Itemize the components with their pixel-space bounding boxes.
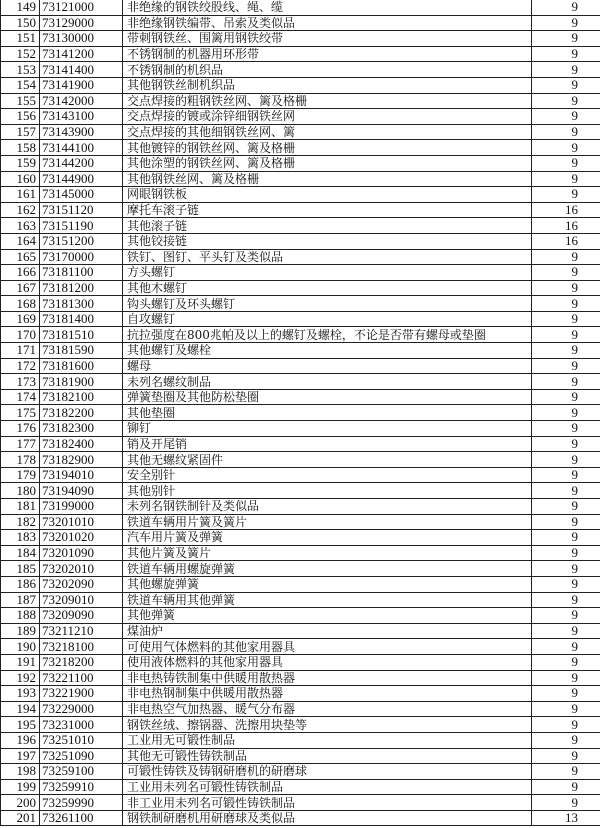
row-number: 155 [1,93,40,109]
table-row [1,514,600,530]
rate-value: 9 [532,701,600,717]
rate-value: 9 [532,467,600,483]
row-number: 159 [1,155,40,171]
table-row [1,530,600,546]
rate-value: 9 [532,343,600,359]
rate-value: 9 [532,46,600,62]
table-row [1,343,600,359]
row-number: 161 [1,187,40,203]
row-number: 170 [1,327,40,343]
item-description: 螺母 [123,358,532,374]
hs-code: 73170000 [40,249,123,265]
row-number: 185 [1,561,40,577]
item-description: 其他镀锌的钢铁丝网、篱及格栅 [123,140,532,156]
item-description: 其他无螺纹紧固件 [123,452,532,468]
row-number: 195 [1,717,40,733]
hs-code: 73151120 [40,202,123,218]
table-row [1,623,600,639]
row-number: 165 [1,249,40,265]
row-number: 201 [1,810,40,826]
item-description: 带刺钢铁丝、围篱用钢铁绞带 [123,31,532,47]
item-description: 其他别针 [123,483,532,499]
item-description: 铆钉 [123,421,532,437]
rate-value: 9 [532,576,600,592]
row-number: 196 [1,732,40,748]
row-number: 182 [1,514,40,530]
table-row [1,670,600,686]
rate-value: 9 [532,748,600,764]
rate-value: 16 [532,233,600,249]
hs-code: 73151200 [40,233,123,249]
item-description: 铁道车辆用螺旋弹簧 [123,561,532,577]
hs-code: 73182300 [40,421,123,437]
table-row [1,109,600,125]
table-row [1,499,600,515]
row-number: 199 [1,779,40,795]
rate-value: 9 [532,623,600,639]
hs-code: 73202010 [40,561,123,577]
row-number: 169 [1,311,40,327]
hs-code: 73141900 [40,77,123,93]
item-description: 其他铰接链 [123,233,532,249]
table-row [1,265,600,281]
item-description: 其他垫圈 [123,405,532,421]
item-description: 其他钢铁丝制机织品 [123,77,532,93]
item-description: 钢铁制研磨机用研磨球及类似品 [123,810,532,826]
table-row [1,218,600,234]
item-description: 其他螺旋弹簧 [123,576,532,592]
row-number: 188 [1,608,40,624]
table-row [1,0,600,15]
table-row [1,187,600,203]
row-number: 150 [1,15,40,31]
rate-value: 9 [532,670,600,686]
table-row [1,545,600,561]
item-description: 交点焊接的镀或涂锌细钢铁丝网 [123,109,532,125]
row-number: 190 [1,639,40,655]
rate-value: 9 [532,77,600,93]
item-description: 自攻螺钉 [123,311,532,327]
table-row [1,311,600,327]
row-number: 174 [1,389,40,405]
item-description: 煤油炉 [123,623,532,639]
table-row [1,202,600,218]
rate-value: 9 [532,436,600,452]
item-description: 其他螺钉及螺栓 [123,343,532,359]
row-number: 175 [1,405,40,421]
hs-code: 73259100 [40,764,123,780]
item-description: 非电热空气加热器、暖气分布器 [123,701,532,717]
hs-code: 73218200 [40,654,123,670]
item-description: 摩托车滚子链 [123,202,532,218]
row-number: 187 [1,592,40,608]
rate-value: 9 [532,764,600,780]
row-number: 177 [1,436,40,452]
item-description: 其他无可锻性铸铁制品 [123,748,532,764]
rate-value: 9 [532,405,600,421]
hs-code: 73181590 [40,343,123,359]
hs-code: 73182900 [40,452,123,468]
row-number: 192 [1,670,40,686]
table-row [1,748,600,764]
rate-value: 9 [532,171,600,187]
table-row [1,576,600,592]
rate-value: 9 [532,155,600,171]
hs-code: 73129000 [40,15,123,31]
rate-value: 9 [532,499,600,515]
row-number: 158 [1,140,40,156]
hs-code: 73194090 [40,483,123,499]
hs-code: 73221100 [40,670,123,686]
row-number: 198 [1,764,40,780]
table-row [1,374,600,390]
rate-value: 9 [532,93,600,109]
hs-code: 73130000 [40,31,123,47]
hs-code: 73181400 [40,311,123,327]
row-number: 186 [1,576,40,592]
hs-code: 73181900 [40,374,123,390]
rate-value: 9 [532,140,600,156]
item-description: 交点焊接的粗钢铁丝网、篱及格栅 [123,93,532,109]
row-number: 171 [1,343,40,359]
rate-value: 9 [532,421,600,437]
hs-code: 73199000 [40,499,123,515]
rate-value: 9 [532,15,600,31]
rate-value: 9 [532,265,600,281]
item-description: 非绝缘钢铁编带、吊索及类似品 [123,15,532,31]
row-number: 193 [1,686,40,702]
hs-code: 73221900 [40,686,123,702]
item-description: 安全别针 [123,467,532,483]
table-row [1,233,600,249]
item-description: 其他钢铁丝网、篱及格栅 [123,171,532,187]
rate-value: 9 [532,717,600,733]
row-number: 151 [1,31,40,47]
rate-value: 16 [532,218,600,234]
item-description: 使用液体燃料的其他家用器具 [123,654,532,670]
rate-value: 9 [532,795,600,811]
item-description: 销及开尾销 [123,436,532,452]
table-row [1,77,600,93]
rate-value: 9 [532,389,600,405]
table-row [1,358,600,374]
hs-code: 73229000 [40,701,123,717]
hs-code: 73231000 [40,717,123,733]
rate-value: 9 [532,124,600,140]
item-description: 钩头螺钉及环头螺钉 [123,296,532,312]
item-description: 其他木螺钉 [123,280,532,296]
row-number: 184 [1,545,40,561]
table-row [1,140,600,156]
table-row [1,779,600,795]
rate-value: 9 [532,514,600,530]
row-number: 191 [1,654,40,670]
hs-code: 73218100 [40,639,123,655]
table-row [1,561,600,577]
item-description: 交点焊接的其他细钢铁丝网、篱 [123,124,532,140]
item-description: 弹簧垫圈及其他防松垫圈 [123,389,532,405]
table-row [1,810,600,826]
row-number: 162 [1,202,40,218]
rate-value: 9 [532,608,600,624]
row-number: 183 [1,530,40,546]
rate-value: 9 [532,296,600,312]
hs-code: 73143900 [40,124,123,140]
row-number: 154 [1,77,40,93]
row-number: 172 [1,358,40,374]
hs-code: 73251010 [40,732,123,748]
item-description: 铁道车辆用其他弹簧 [123,592,532,608]
hs-code: 73251090 [40,748,123,764]
rate-value: 9 [532,639,600,655]
rate-value: 9 [532,358,600,374]
table-row [1,280,600,296]
rate-value: 9 [532,62,600,78]
hs-code: 73145000 [40,187,123,203]
table-row [1,639,600,655]
table-row [1,327,600,343]
hs-code: 73144100 [40,140,123,156]
row-number: 160 [1,171,40,187]
row-number: 157 [1,124,40,140]
item-description: 非工业用未列名可锻性铸铁制品 [123,795,532,811]
table-row [1,62,600,78]
item-description: 不锈钢制的机器用环形带 [123,46,532,62]
rate-value: 9 [532,545,600,561]
rate-value: 9 [532,249,600,265]
hs-code: 73182400 [40,436,123,452]
row-number: 194 [1,701,40,717]
item-description: 可使用气体燃料的其他家用器具 [123,639,532,655]
table-body [1,0,600,826]
hs-code: 73259990 [40,795,123,811]
row-number: 156 [1,109,40,125]
hs-code: 73143100 [40,109,123,125]
item-description: 其他涂塑的钢铁丝网、篱及格栅 [123,155,532,171]
table-row [1,31,600,47]
hs-code: 73211210 [40,623,123,639]
table-row [1,389,600,405]
item-description: 未列名钢铁制针及类似品 [123,499,532,515]
hs-code: 73142000 [40,93,123,109]
hs-code: 73144200 [40,155,123,171]
rate-value: 9 [532,483,600,499]
row-number: 153 [1,62,40,78]
item-description: 可锻性铸铁及铸钢研磨机的研磨球 [123,764,532,780]
table-row [1,296,600,312]
hs-code: 73121000 [40,0,123,15]
table-row [1,15,600,31]
row-number: 164 [1,233,40,249]
item-description: 工业用未列名可锻性铸铁制品 [123,779,532,795]
row-number: 197 [1,748,40,764]
row-number: 166 [1,265,40,281]
hs-code: 73194010 [40,467,123,483]
rate-value: 9 [532,327,600,343]
hs-code: 73144900 [40,171,123,187]
hs-code: 73182100 [40,389,123,405]
item-description: 抗拉强度在800兆帕及以上的螺钉及螺栓，不论是否带有螺母或垫圈 [123,327,532,343]
item-description: 方头螺钉 [123,265,532,281]
item-description: 汽车用片簧及弹簧 [123,530,532,546]
item-description: 钢铁丝绒、擦锅器、洗擦用块垫等 [123,717,532,733]
row-number: 173 [1,374,40,390]
item-description: 其他弹簧 [123,608,532,624]
item-description: 非绝缘的钢铁绞股线、绳、缆 [123,0,532,15]
table-row [1,249,600,265]
item-description: 不锈钢制的机织品 [123,62,532,78]
rate-value: 9 [532,561,600,577]
rate-value: 9 [532,0,600,15]
row-number: 189 [1,623,40,639]
hs-code: 73182200 [40,405,123,421]
row-number: 167 [1,280,40,296]
hs-code: 73151190 [40,218,123,234]
item-description: 非电热钢制集中供暖用散热器 [123,686,532,702]
item-description: 铁道车辆用片簧及簧片 [123,514,532,530]
rate-value: 9 [532,452,600,468]
rate-value: 9 [532,280,600,296]
table-row [1,608,600,624]
rate-value: 9 [532,374,600,390]
row-number: 179 [1,467,40,483]
rate-value: 9 [532,732,600,748]
row-number: 178 [1,452,40,468]
rate-value: 16 [532,202,600,218]
row-number: 180 [1,483,40,499]
row-number: 163 [1,218,40,234]
rate-value: 9 [532,187,600,203]
table-row [1,717,600,733]
hs-code: 73201010 [40,514,123,530]
hs-code: 73141200 [40,46,123,62]
item-description: 铁钉、图钉、平头钉及类似品 [123,249,532,265]
table-row [1,421,600,437]
hs-code: 73202090 [40,576,123,592]
hs-code: 73181100 [40,265,123,281]
hs-code: 73181510 [40,327,123,343]
rate-value: 9 [532,31,600,47]
row-number: 152 [1,46,40,62]
hs-code: 73181200 [40,280,123,296]
hs-code: 73141400 [40,62,123,78]
table-row [1,732,600,748]
table-row [1,155,600,171]
item-description: 工业用无可锻性制品 [123,732,532,748]
item-description: 其他片簧及簧片 [123,545,532,561]
table-row [1,701,600,717]
table-row [1,452,600,468]
hs-code: 73201090 [40,545,123,561]
table-row [1,654,600,670]
row-number: 149 [1,0,40,15]
row-number: 200 [1,795,40,811]
item-description: 未列名螺纹制品 [123,374,532,390]
table-row [1,93,600,109]
item-description: 网眼钢铁板 [123,187,532,203]
hs-code: 73201020 [40,530,123,546]
rate-value: 9 [532,654,600,670]
table-row [1,483,600,499]
hs-code: 73209090 [40,608,123,624]
table-row [1,436,600,452]
row-number: 168 [1,296,40,312]
table-row [1,171,600,187]
table-row [1,686,600,702]
table-row [1,467,600,483]
rate-value: 13 [532,810,600,826]
table-row [1,124,600,140]
rate-value: 9 [532,311,600,327]
table-row [1,764,600,780]
table-row [1,46,600,62]
item-description: 非电热铸铁制集中供暖用散热器 [123,670,532,686]
hs-code: 73181300 [40,296,123,312]
rate-value: 9 [532,592,600,608]
table-row [1,592,600,608]
hs-code: 73181600 [40,358,123,374]
hs-code: 73259910 [40,779,123,795]
rate-value: 9 [532,779,600,795]
rate-value: 9 [532,686,600,702]
row-number: 181 [1,499,40,515]
item-description: 其他滚子链 [123,218,532,234]
hs-code: 73209010 [40,592,123,608]
rate-value: 9 [532,530,600,546]
rate-value: 9 [532,109,600,125]
table-row [1,795,600,811]
row-number: 176 [1,421,40,437]
table-row [1,405,600,421]
hs-code: 73261100 [40,810,123,826]
